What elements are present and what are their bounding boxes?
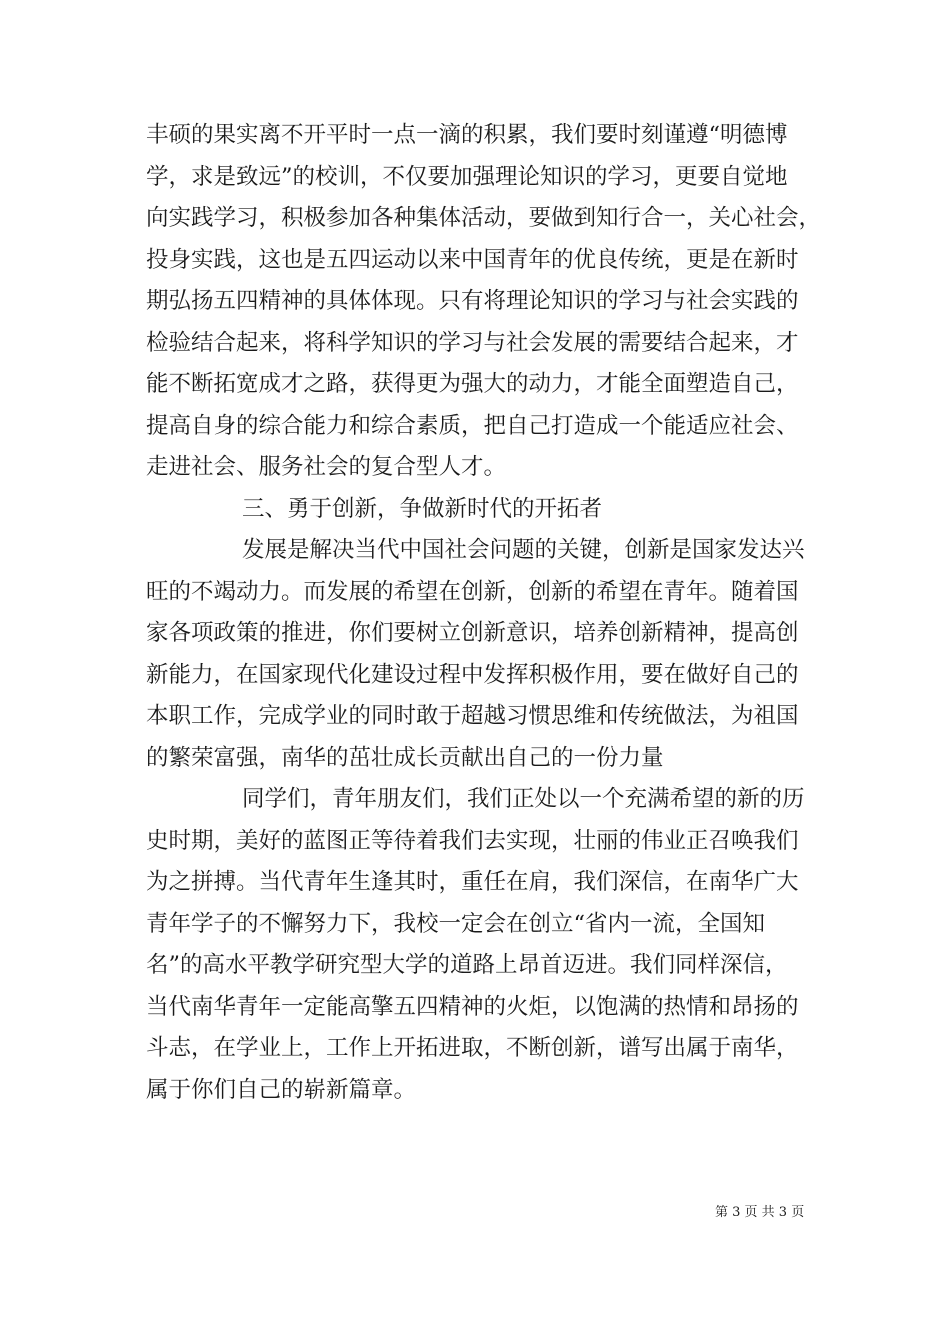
text-line: 提高自身的综合能力和综合素质，把自己打造成一个能适应社会、 xyxy=(146,412,799,439)
text-line: 家各项政策的推进，你们要树立创新意识，培养创新精神，提高创 xyxy=(146,620,799,646)
document-body xyxy=(146,115,822,1111)
text-line: 学，求是致远”的校训，不仅要加强理论知识的学习，更要自觉地 xyxy=(146,163,788,190)
section-heading: 三、勇于创新，争做新时代的开拓者 xyxy=(242,495,603,522)
text-line: 本职工作，完成学业的同时敢于超越习惯思维和传统做法，为祖国 xyxy=(146,703,799,729)
text-line: 当代南华青年一定能高擎五四精神的火炬，以饱满的热情和昂扬的 xyxy=(146,993,799,1020)
text-line: 属于你们自己的崭新篇章。 xyxy=(146,1076,417,1103)
paragraph-first-line: 同学们，青年朋友们，我们正处以一个充满希望的新的历 xyxy=(242,786,805,812)
text-line: 旺的不竭动力。而发展的希望在创新，创新的希望在青年。随着国 xyxy=(146,578,799,605)
text-line: 检验结合起来，将科学知识的学习与社会发展的需要结合起来，才 xyxy=(146,329,799,356)
text-line: 为之拼搏。当代青年生逢其时，重任在肩，我们深信，在南华广大 xyxy=(146,869,799,895)
text-line: 新能力，在国家现代化建设过程中发挥积极作用，要在做好自己的 xyxy=(146,661,799,688)
page-number: 第 3 页 共 3 页 xyxy=(715,1205,805,1220)
text-line: 丰硕的果实离不开平时一点一滴的积累，我们要时刻谨遵“明德博 xyxy=(146,122,788,148)
text-line: 向实践学习，积极参加各种集体活动，要做到知行合一，关心社会， xyxy=(146,205,822,231)
text-line: 的繁荣富强，南华的茁壮成长贡献出自己的一份力量 xyxy=(146,744,664,771)
text-line: 青年学子的不懈努力下，我校一定会在创立“省内一流，全国知 xyxy=(146,910,766,937)
text-line: 名”的高水平教学研究型大学的道路上昂首迈进。我们同样深信， xyxy=(146,952,788,978)
text-line: 投身实践，这也是五四运动以来中国青年的优良传统，更是在新时 xyxy=(146,246,799,273)
text-line: 期弘扬五四精神的具体体现。只有将理论知识的学习与社会实践的 xyxy=(146,288,799,314)
text-line: 斗志，在学业上，工作上开拓进取，不断创新，谱写出属于南华， xyxy=(146,1035,799,1061)
text-line: 史时期，美好的蓝图正等待着我们去实现，壮丽的伟业正召唤我们 xyxy=(146,827,799,854)
paragraph-first-line: 发展是解决当代中国社会问题的关键，创新是国家发达兴 xyxy=(242,537,805,563)
text-line: 能不断拓宽成才之路，获得更为强大的动力，才能全面塑造自己， xyxy=(146,371,799,397)
text-line: 走进社会、服务社会的复合型人才。 xyxy=(146,454,507,480)
